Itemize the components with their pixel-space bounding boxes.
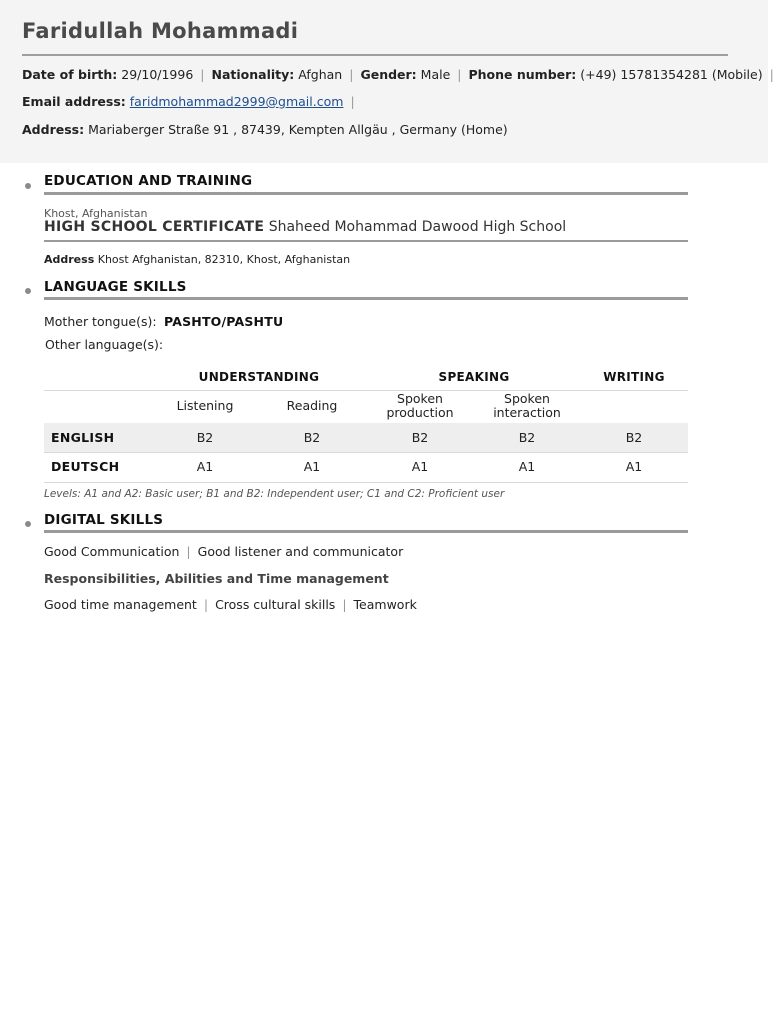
table-header-divider	[44, 390, 688, 391]
nationality-value: Afghan	[298, 67, 343, 82]
language-name: DEUTSCH	[51, 459, 120, 474]
section-bullet-icon	[25, 183, 31, 189]
level-cell: B2	[196, 430, 214, 445]
separator: |	[769, 67, 774, 82]
education-address-label: Address	[44, 253, 95, 266]
reading-header: Reading	[286, 398, 338, 413]
nationality-label: Nationality:	[211, 67, 295, 82]
digital-subheading: Responsibilities, Abilities and Time management	[44, 571, 389, 586]
skill-item: Cross cultural skills	[215, 597, 336, 612]
level-cell: B2	[411, 430, 429, 445]
gender-label: Gender:	[360, 67, 417, 82]
level-cell: A1	[411, 459, 429, 474]
separator: |	[342, 597, 347, 612]
other-languages-label: Other language(s):	[45, 337, 164, 352]
speaking-header: SPEAKING	[438, 370, 510, 384]
personal-details-line	[22, 67, 781, 82]
separator: |	[203, 597, 209, 612]
address-label: Address:	[22, 122, 85, 137]
language-name: ENGLISH	[51, 430, 115, 445]
skill-item: Teamwork	[353, 597, 417, 612]
spoken-interaction-header: Spoken interaction	[493, 391, 561, 420]
qualification-line	[44, 219, 566, 235]
education-address-line	[44, 253, 350, 266]
email-label: Email address:	[22, 94, 126, 109]
education-address-value: Khost Afghanistan, 82310, Khost, Afghanistan	[97, 253, 351, 266]
level-cell: A1	[196, 459, 214, 474]
section-bullet-icon	[25, 288, 31, 294]
table-row	[44, 453, 688, 483]
skill-item: Good time management	[44, 597, 197, 612]
separator: |	[186, 544, 191, 559]
listening-header: Listening	[176, 398, 234, 413]
level-cell: B2	[303, 430, 321, 445]
digital-section-title: DIGITAL SKILLS	[44, 512, 164, 528]
level-cell: B2	[625, 430, 643, 445]
mother-tongue-label: Mother tongue(s):	[44, 314, 157, 329]
level-cell: B2	[518, 430, 536, 445]
dob-value: 29/10/1996	[121, 67, 194, 82]
level-cell: A1	[518, 459, 536, 474]
qualification-divider	[44, 240, 688, 242]
name-divider	[22, 54, 728, 56]
level-cell: A1	[625, 459, 643, 474]
separator: |	[349, 67, 354, 82]
candidate-name: Faridullah Mohammadi	[22, 19, 299, 43]
school-name: Shaheed Mohammad Dawood High School	[268, 219, 567, 235]
education-section-title: EDUCATION AND TRAINING	[44, 173, 253, 189]
dob-label: Date of birth:	[22, 67, 118, 82]
digital-skills-line	[44, 597, 417, 612]
separator: |	[350, 94, 355, 109]
gender-value: Male	[420, 67, 451, 82]
spoken-production-header: Spoken production	[386, 391, 454, 420]
separator: |	[200, 67, 205, 82]
language-section-title: LANGUAGE SKILLS	[44, 279, 187, 295]
email-line	[22, 94, 362, 109]
phone-value: (+49) 15781354281 (Mobile)	[580, 67, 763, 82]
writing-header: WRITING	[603, 370, 665, 384]
mother-tongue-value: PASHTO/PASHTU	[164, 314, 284, 329]
section-bullet-icon	[25, 521, 31, 527]
email-link[interactable]: faridmohammad2999@gmail.com	[129, 94, 344, 109]
qualification-title: HIGH SCHOOL CERTIFICATE	[44, 219, 265, 235]
row-divider	[44, 482, 688, 483]
phone-label: Phone number:	[468, 67, 577, 82]
understanding-header: UNDERSTANDING	[198, 370, 320, 384]
level-cell: A1	[303, 459, 321, 474]
separator: |	[457, 67, 462, 82]
education-location: Khost, Afghanistan	[44, 207, 148, 220]
address-line	[22, 122, 508, 137]
levels-legend: Levels: A1 and A2: Basic user; B1 and B2: Independent user; C1 and C2: Proficient user	[44, 488, 505, 500]
table-row	[44, 423, 688, 453]
address-value: Mariaberger Straße 91 , 87439, Kempten Allgäu , Germany (Home)	[88, 122, 508, 137]
skill-item: Good Communication	[44, 544, 180, 559]
language-divider	[44, 297, 688, 300]
digital-divider	[44, 530, 688, 533]
skill-item: Good listener and communicator	[197, 544, 404, 559]
education-divider	[44, 192, 688, 195]
digital-skills-line	[44, 544, 403, 559]
